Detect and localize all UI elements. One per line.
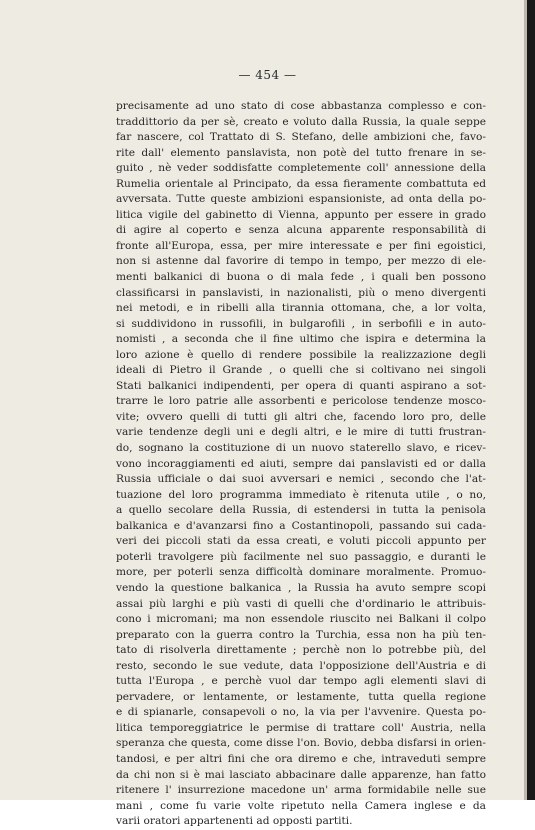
text-line: varie tendenze degli uni e degli altri, e le mire di tutti frustran- (116, 426, 486, 439)
text-line: vono incoraggiamenti ed aiuti, sempre dai panslavisti ed or dalla (116, 457, 486, 470)
text-line: loro azione è quello di rendere possibile la realizzazione degli (116, 348, 486, 361)
text-line: vite; ovvero quelli di tutti gli altri che, facendo loro pro, delle (116, 410, 486, 423)
text-line: vendo la questione balkanica , la Russia ha avuto sempre scopi (116, 581, 486, 594)
text-line: tutta l'Europa , e perchè vuol dar tempo agli elementi slavi di (116, 675, 486, 688)
text-line: nomisti , a seconda che il fine ultimo che ispira e determina la (116, 333, 486, 346)
text-line: assai più larghi e più vasti di quelli che d'ordinario le attribuis- (116, 597, 486, 610)
text-line: traddittorio da per sè, creato e voluto dalla Russia, la quale seppe (116, 115, 486, 128)
text-line: tandosi, e per altri fini che ora diremo e che, intraveduti sempre (116, 752, 486, 765)
text-line: rite dall' elemento panslavista, non potè del tutto frenare in se- (116, 146, 486, 159)
text-line: balkanica e d'avanzarsi fino a Costantinopoli, passando sui cada- (116, 519, 486, 532)
text-line: e di spianarle, consapevoli o no, la via per l'avvenire. Questa po- (116, 706, 486, 719)
text-line: poterli travolgere più facilmente nel suo passaggio, e duranti le (116, 550, 486, 563)
text-line: tato di risolverla direttamente ; perchè non lo potrebbe più, del (116, 644, 486, 657)
text-line: si suddividono in russofili, in bulgarofili , in serbofili e in auto- (116, 317, 486, 330)
text-line: do, sognano la costituzione di un nuovo staterello slavo, e ricev- (116, 442, 486, 455)
text-line: cono i micromani; ma non essendole riuscito nei Balkani il colpo (116, 613, 486, 626)
text-line: mani , come fu varie volte ripetuto nella Camera inglese e da (116, 799, 486, 812)
text-line: ideali di Pietro il Grande , o quelli che si coltivano nei singoli (116, 364, 486, 377)
text-line: di agire al coperto e senza alcuna apparente responsabilità di (116, 224, 486, 237)
text-line: veri dei piccoli stati da essa creati, e voluti piccoli appunto per (116, 535, 486, 548)
text-line: a quello secolare della Russia, di estendersi in tutta la penisola (116, 504, 486, 517)
text-line: tuazione del loro programma immediato è ritenuta utile , o no, (116, 488, 486, 501)
text-line: non si astenne dal favorire di tempo in tempo, per mezzo di ele- (116, 255, 486, 268)
text-line: more, per poterli senza difficoltà dominare moralmente. Promuo- (116, 566, 486, 579)
text-line: da chi non si è mai lasciato abbacinare dalle apparenze, han fatto (116, 768, 486, 781)
text-line: preparato con la guerra contro la Turchia, essa non ha più ten- (116, 628, 486, 641)
text-line: nei metodi, e in ribelli alla tirannia ottomana, che, a lor volta, (116, 302, 486, 315)
text-line: trarre le loro patrie alle assorbenti e pericolose tendenze mosco- (116, 395, 486, 408)
text-line: litica vigile del gabinetto di Vienna, appunto per essere in grado (116, 208, 486, 221)
text-line: ritenere l' insurrezione macedone un' arma formidabile nelle sue (116, 784, 486, 797)
text-line: classificarsi in panslavisti, in nazionalisti, più o meno divergenti (116, 286, 486, 299)
body-paragraph (116, 99, 486, 830)
text-line: far nascere, col Trattato di S. Stefano, delle ambizioni che, favo- (116, 131, 486, 144)
text-line: speranza che questa, come disse l'on. Bovio, debba disfarsi in orien- (116, 737, 486, 750)
text-line: Rumelia orientale al Principato, da essa fieramente combattuta ed (116, 177, 486, 190)
text-line: avversata. Tutte queste ambizioni espansioniste, ad onta della po- (116, 193, 486, 206)
text-line: precisamente ad uno stato di cose abbastanza complesso e con- (116, 100, 486, 112)
text-line: pervadere, or lentamente, or lestamente, tutta quella regione (116, 690, 486, 703)
text-line: fronte all'Europa, essa, per mire interessate e per fini egoistici, (116, 239, 486, 252)
text-line: litica temporeggiatrice le permise di trattare coll' Austria, nella (116, 721, 486, 734)
text-line: menti balkanici di buona o di mala fede , i quali ben possono (116, 271, 486, 284)
book-binding-edge (527, 0, 535, 800)
text-line: guito , nè veder soddisfatte completemente coll' annessione della (116, 162, 486, 175)
text-line: resto, secondo le sue vedute, data l'opposizione dell'Austria e di (116, 659, 486, 672)
text-line: Russia ufficiale o dai suoi avversari e nemici , secondo che l'at- (116, 473, 486, 486)
page-number: — 454 — (238, 68, 297, 82)
text-line: varii oratori appartenenti ad opposti partiti. (116, 815, 353, 828)
text-line: Stati balkanici indipendenti, per opera di quanti aspirano a sot- (116, 379, 486, 392)
